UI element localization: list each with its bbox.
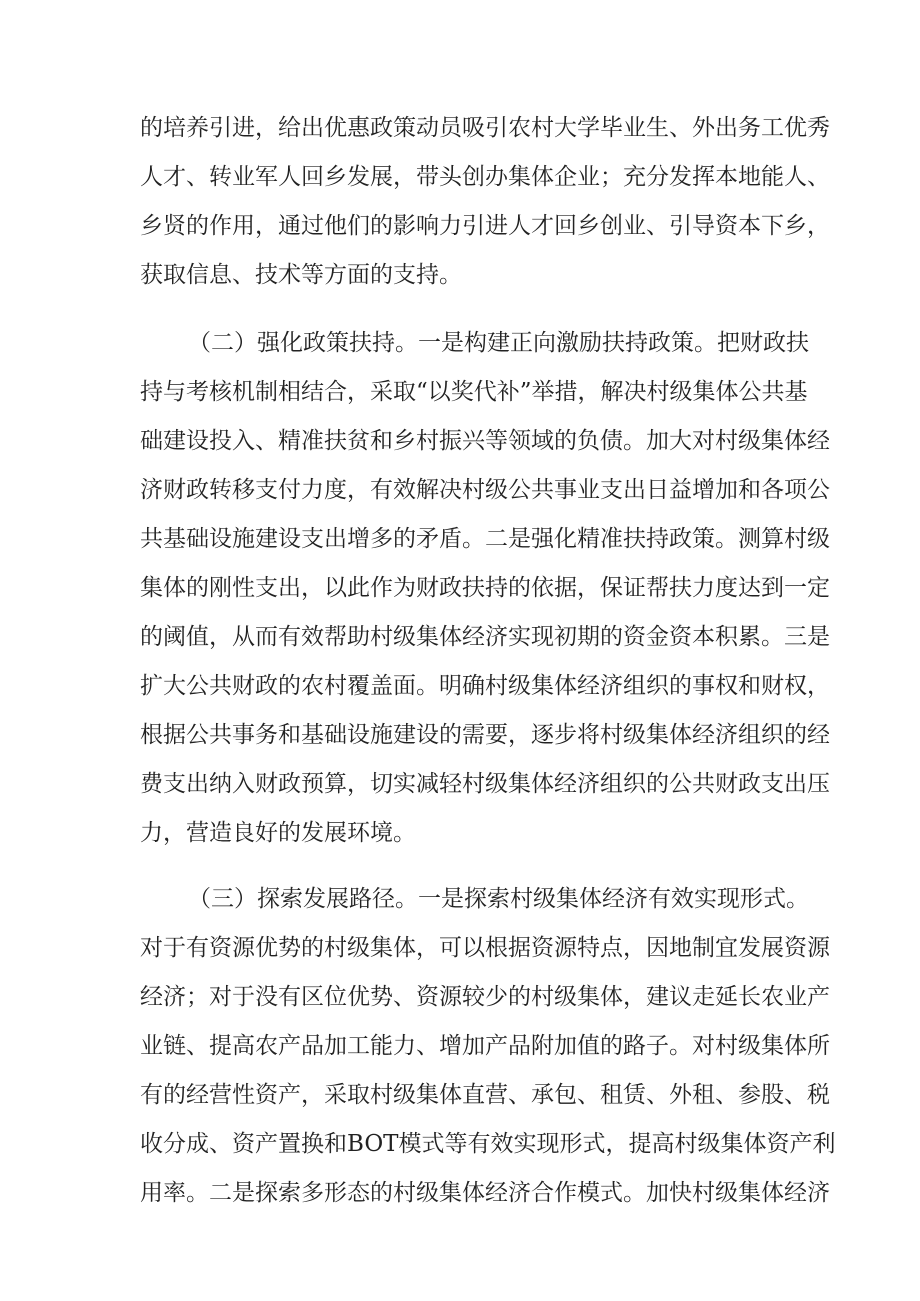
text-line: 济财政转移支付力度，有效解决村级公共事业支出日益增加和各项公 bbox=[140, 477, 830, 503]
paragraph-heading-line: （二）强化政策扶持。一是构建正向激励扶持政策。把财政扶 bbox=[188, 330, 809, 356]
text-line: 获取信息、技术等方面的支持。 bbox=[140, 262, 462, 288]
paragraph-heading-line: （三）探索发展路径。一是探索村级集体经济有效实现形式。 bbox=[188, 886, 809, 912]
text-line: 的培养引进，给出优惠政策动员吸引农村大学毕业生、外出务工优秀 bbox=[140, 115, 830, 141]
text-line: 共基础设施建设支出增多的矛盾。二是强化精准扶持政策。测算村级 bbox=[140, 526, 830, 552]
text-line: 的阈值，从而有效帮助村级集体经济实现初期的资金资本积累。三是 bbox=[140, 624, 830, 650]
text-line: 经济；对于没有区位优势、资源较少的村级集体，建议走延长农业产 bbox=[140, 984, 830, 1010]
text-line: 收分成、资产置换和BOT模式等有效实现形式，提高村级集体资产利 bbox=[140, 1131, 836, 1157]
text-line: 根据公共事务和基础设施建设的需要，逐步将村级集体经济组织的经 bbox=[140, 722, 830, 748]
text-line: 有的经营性资产，采取村级集体直营、承包、租赁、外租、参股、税 bbox=[140, 1082, 830, 1108]
text-line: 费支出纳入财政预算，切实减轻村级集体经济组织的公共财政支出压 bbox=[140, 771, 830, 797]
text-line: 用率。二是探索多形态的村级集体经济合作模式。加快村级集体经济 bbox=[140, 1180, 830, 1206]
text-line: 集体的刚性支出，以此作为财政扶持的依据，保证帮扶力度达到一定 bbox=[140, 575, 830, 601]
text-line: 人才、转业军人回乡发展，带头创办集体企业；充分发挥本地能人、 bbox=[140, 164, 830, 190]
text-line: 乡贤的作用，通过他们的影响力引进人才回乡创业、引导资本下乡， bbox=[140, 213, 830, 239]
text-line: 业链、提高农产品加工能力、增加产品附加值的路子。对村级集体所 bbox=[140, 1033, 830, 1059]
text-line: 础建设投入、精准扶贫和乡村振兴等领域的负债。加大对村级集体经 bbox=[140, 428, 830, 454]
text-line: 力，营造良好的发展环境。 bbox=[140, 820, 416, 846]
text-line: 对于有资源优势的村级集体，可以根据资源特点，因地制宜发展资源 bbox=[140, 935, 830, 961]
text-line: 扩大公共财政的农村覆盖面。明确村级集体经济组织的事权和财权， bbox=[140, 673, 830, 699]
text-line: 持与考核机制相结合，采取“以奖代补”举措，解决村级集体公共基 bbox=[140, 379, 808, 405]
